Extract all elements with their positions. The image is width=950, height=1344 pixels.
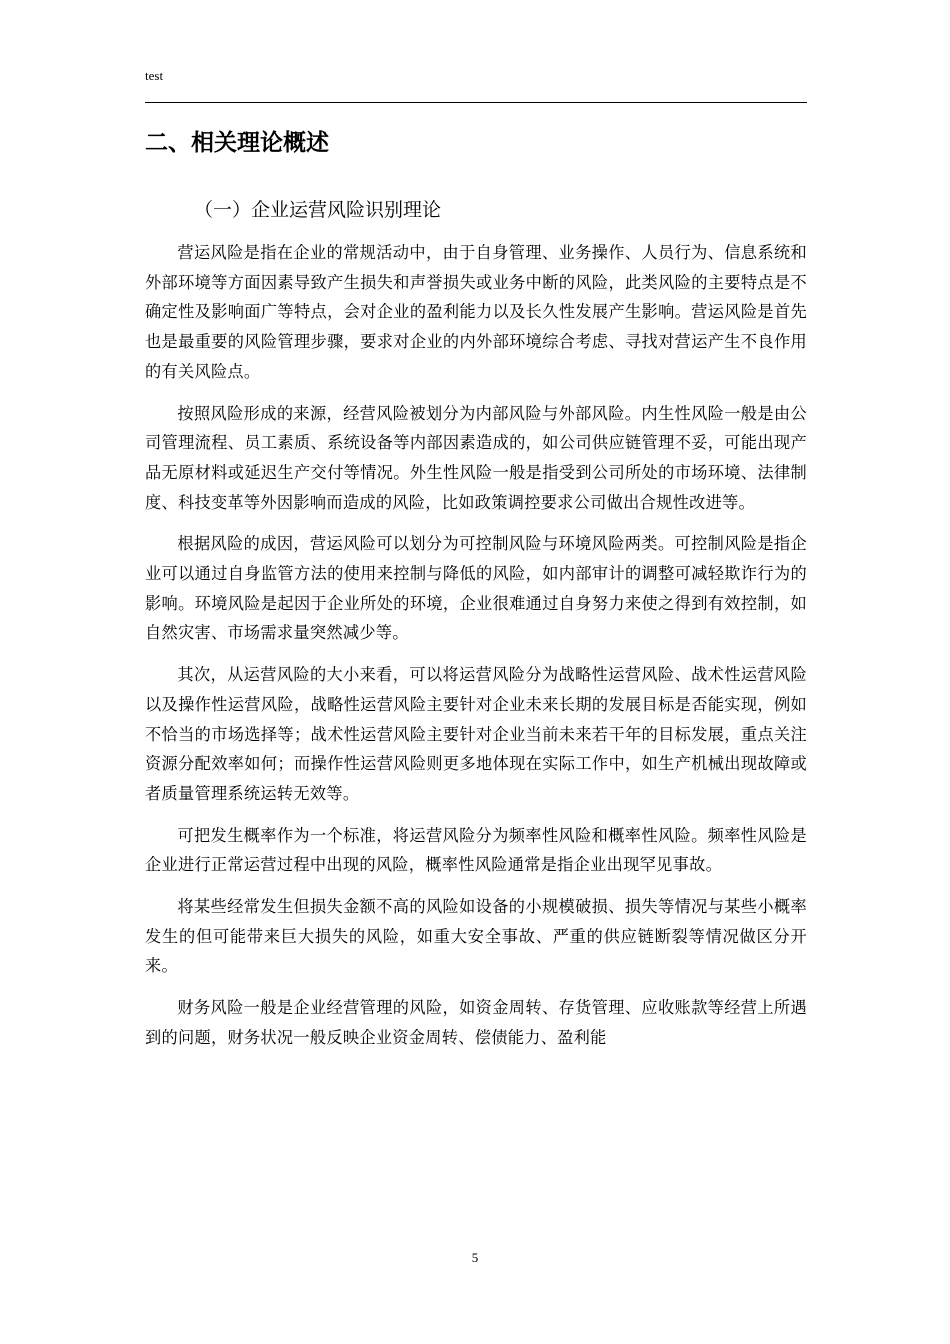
subsection-heading: （一）企业运营风险识别理论 <box>194 199 442 221</box>
page-number: 5 <box>471 1250 479 1265</box>
paragraph: 其次，从运营风险的大小来看，可以将运营风险分为战略性运营风险、战术性运营风险以及操作性运营风险，战略性运营风险主要针对企业未来长期的发展目标是否能实现，例如不恰当的市场选择等；战术性运营风险主要针对企业当前未来若干年的目标发展，重点关注资源分配效率如何；而操作性运营风险则更多地体现在实际工作中，如生产机械出现故障或者质量管理系统运转无效等。 <box>145 665 807 803</box>
paragraph: 营运风险是指在企业的常规活动中，由于自身管理、业务操作、人员行为、信息系统和外部环境等方面因素导致产生损失和声誉损失或业务中断的风险，此类风险的主要特点是不确定性及影响面广等特点，会对企业的盈利能力以及长久性发展产生影响。营运风险是首先也是最重要的风险管理步骤，要求对企业的内外部环境综合考虑、寻找对营运产生不良作用的有关风险点。 <box>145 243 807 381</box>
paragraph: 可把发生概率作为一个标准，将运营风险分为频率性风险和概率性风险。频率性风险是企业进行正常运营过程中出现的风险，概率性风险通常是指企业出现罕见事故。 <box>145 825 807 875</box>
paragraph: 将某些经常发生但损失金额不高的风险如设备的小规模破损、损失等情况与某些小概率发生的但可能带来巨大损失的风险，如重大安全事故、严重的供应链断裂等情况做区分开来。 <box>145 897 807 976</box>
body-text <box>145 238 807 1065</box>
paragraph: 财务风险一般是企业经营管理的风险，如资金周转、存货管理、应收账款等经营上所遇到的问题，财务状况一般反映企业资金周转、偿债能力、盈利能 <box>145 998 807 1047</box>
running-header: test <box>145 68 164 83</box>
section-heading: 二、相关理论概述 <box>145 130 329 156</box>
paragraph: 根据风险的成因，营运风险可以划分为可控制风险与环境风险两类。可控制风险是指企业可以通过自身监管方法的使用来控制与降低的风险，如内部审计的调整可减轻欺诈行为的影响。环境风险是起因于企业所处的环境，企业很难通过自身努力来使之得到有效控制，如自然灾害、市场需求量突然减少等。 <box>145 534 807 643</box>
header-divider <box>145 102 807 103</box>
paragraph: 按照风险形成的来源，经营风险被划分为内部风险与外部风险。内生性风险一般是由公司管理流程、员工素质、系统设备等内部因素造成的，如公司供应链管理不妥，可能出现产品无原材料或延迟生产交付等情况。外生性风险一般是指受到公司所处的市场环境、法律制度、科技变革等外因影响而造成的风险，比如政策调控要求公司做出合规性改进等。 <box>145 403 807 512</box>
